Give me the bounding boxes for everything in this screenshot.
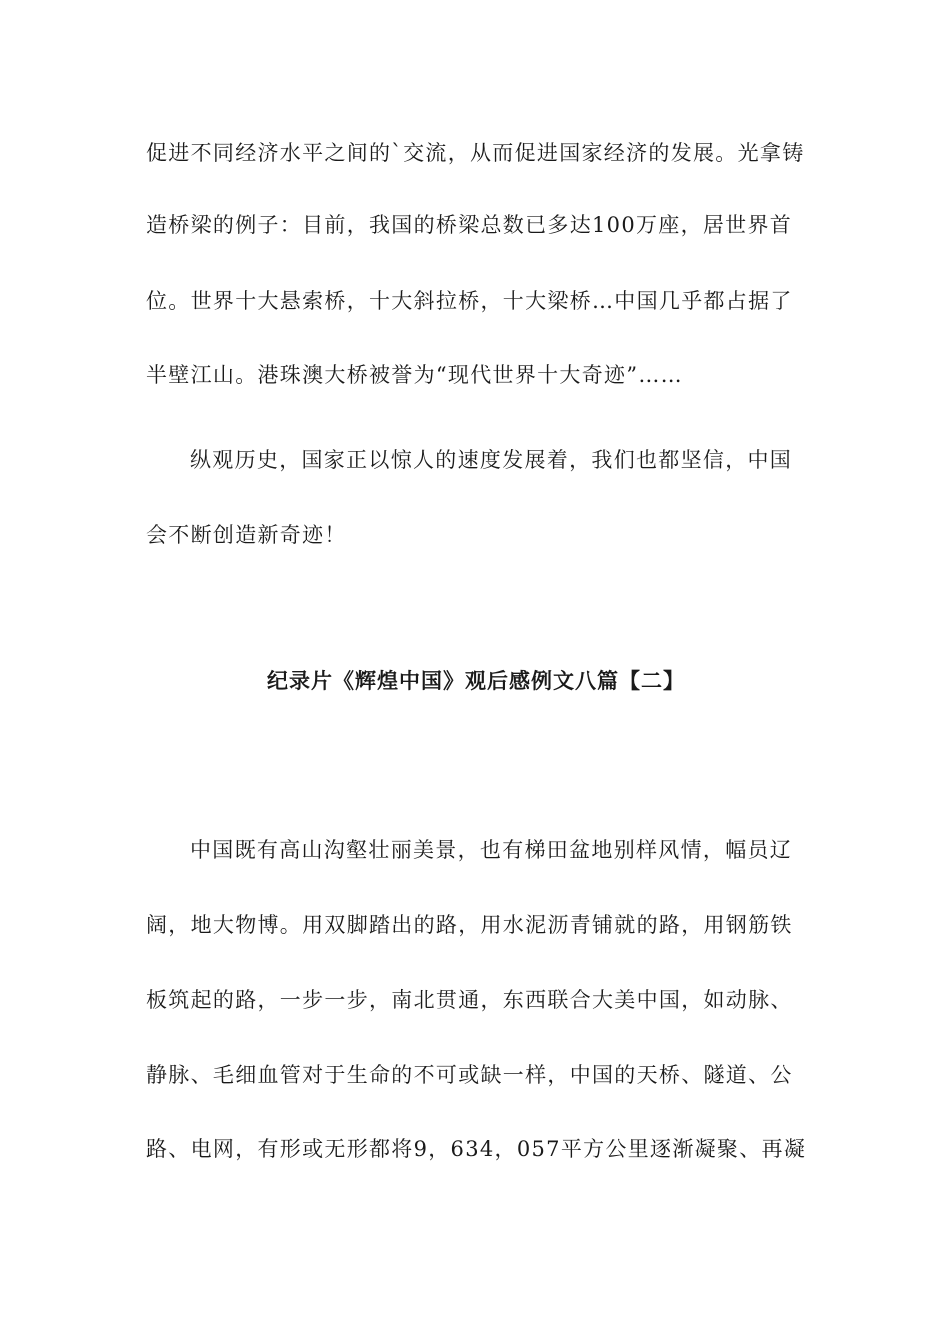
text-line: 静脉、毛细血管对于生命的不可或缺一样，中国的天桥、隧道、公 (146, 1063, 793, 1087)
text-line: 纵观历史，国家正以惊人的速度发展着，我们也都坚信，中国 (190, 448, 793, 472)
text-line: 半壁江山。港珠澳大桥被誉为“现代世界十大奇迹”…… (146, 363, 683, 387)
text-line: 促进不同经济水平之间的`交流，从而促进国家经济的发展。光拿铸 (146, 141, 805, 165)
text-line: 会不断创造新奇迹！ (146, 523, 347, 547)
text-line: 板筑起的路，一步一步，南北贯通，东西联合大美中国，如动脉、 (146, 988, 793, 1012)
section-title: 纪录片《辉煌中国》观后感例文八篇【二】 (267, 668, 685, 693)
text-line: 中国既有高山沟壑壮丽美景，也有梯田盆地别样风情，幅员辽 (190, 838, 793, 862)
text-line: 造桥梁的例子：目前，我国的桥梁总数已多达100万座，居世界首 (146, 213, 793, 237)
text-line: 路、电网，有形或无形都将9，634，057平方公里逐渐凝聚、再凝 (146, 1137, 807, 1161)
text-line: 阔，地大物博。用双脚踏出的路，用水泥沥青铺就的路，用钢筋铁 (146, 913, 793, 937)
text-line: 位。世界十大悬索桥，十大斜拉桥，十大梁桥…中国几乎都占据了 (146, 289, 793, 313)
